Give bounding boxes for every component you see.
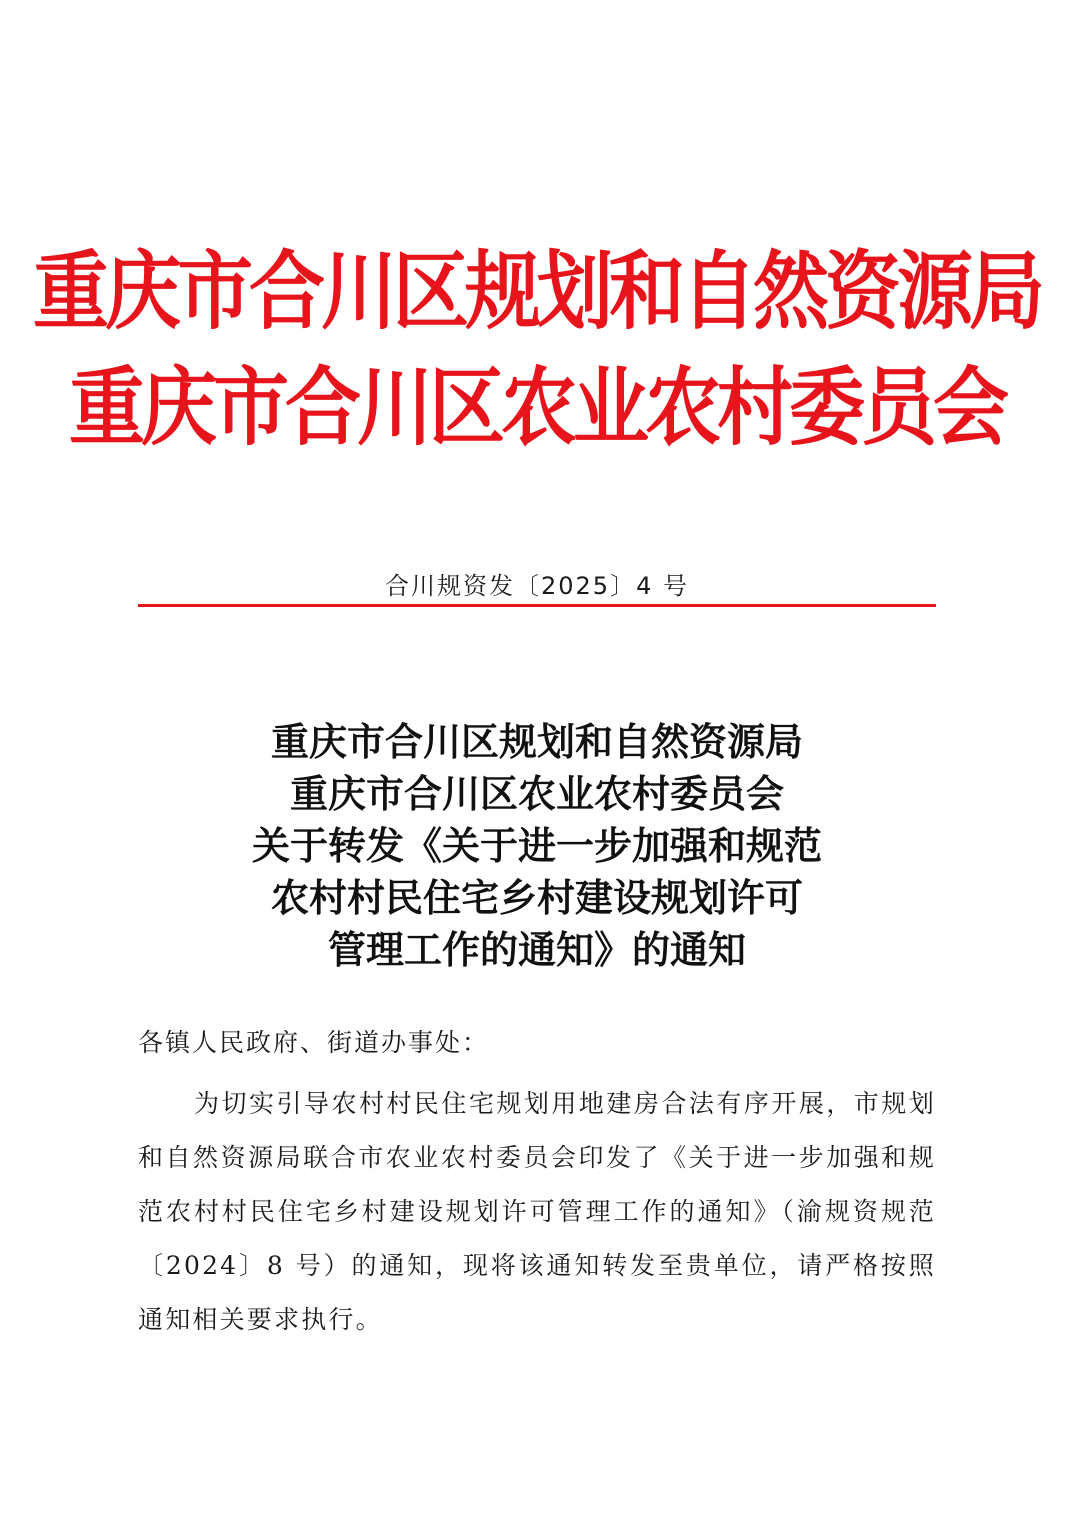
- title-line-1: 重庆市合川区规划和自然资源局: [270, 719, 803, 764]
- masthead-issuer-1: 重庆市合川区规划和自然资源局: [33, 241, 1041, 342]
- title-line-2: 重庆市合川区农业农村委员会: [289, 771, 784, 816]
- document-title: [0, 716, 1074, 976]
- red-divider-line: [138, 604, 936, 607]
- salutation: 各镇人民政府、街道办事处：: [138, 1028, 490, 1057]
- body-paragraph: 为切实引导农村村民住宅规划用地建房合法有序开展，市规划和自然资源局联合市农业农村委员会印发了《关于进一步加强和规范农村村民住宅乡村建设规划许可管理工作的通知》（渝规资规范〔2024〕8 号）的通知，现将该通知转发至贵单位，请严格按照通知相关要求执行。: [138, 1089, 936, 1334]
- document-number: 合川规资发〔2025〕4 号: [385, 572, 689, 600]
- title-line-3: 关于转发《关于进一步加强和规范: [251, 823, 822, 868]
- title-line-5: 管理工作的通知》的通知: [327, 927, 746, 972]
- title-line-4: 农村村民住宅乡村建设规划许可: [270, 875, 803, 920]
- masthead-issuer-2: 重庆市合川区农业农村委员会: [69, 357, 1005, 458]
